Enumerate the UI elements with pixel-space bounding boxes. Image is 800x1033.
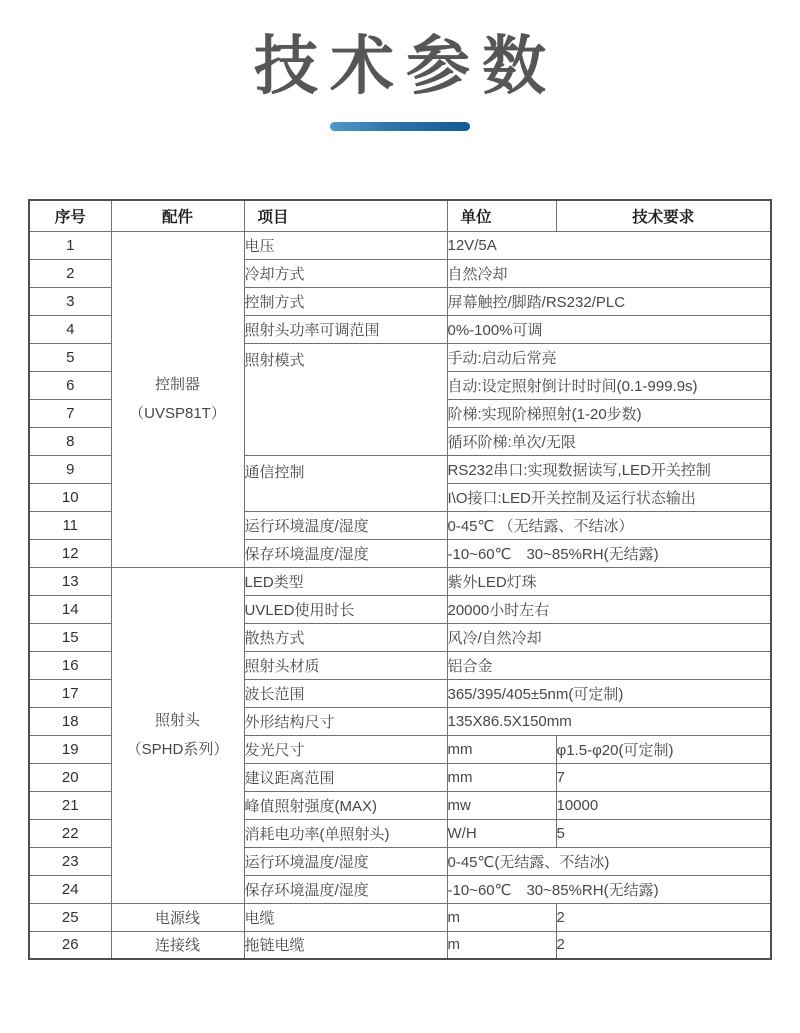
value-cell: 365/395/405±5nm(可定制) [447, 679, 771, 707]
col-header-item: 项目 [244, 200, 447, 231]
row-number: 15 [29, 623, 111, 651]
value-cell: 10000 [556, 791, 771, 819]
row-number: 11 [29, 511, 111, 539]
row-number: 2 [29, 259, 111, 287]
value-cell: 循环阶梯:单次/无限 [447, 427, 771, 455]
row-number: 25 [29, 903, 111, 931]
item-cell: 消耗电功率(单照射头) [244, 819, 447, 847]
value-cell: 风冷/自然冷却 [447, 623, 771, 651]
row-number: 26 [29, 931, 111, 959]
page-title: 技术参数 [254, 30, 558, 102]
col-header-no: 序号 [29, 200, 111, 231]
row-number: 23 [29, 847, 111, 875]
row-number: 18 [29, 707, 111, 735]
row-number: 4 [29, 315, 111, 343]
row-number: 16 [29, 651, 111, 679]
row-number: 12 [29, 539, 111, 567]
part-label-line2: （UVSP81T） [129, 405, 226, 422]
row-number: 5 [29, 343, 111, 371]
item-cell: 运行环境温度/湿度 [244, 847, 447, 875]
row-number: 21 [29, 791, 111, 819]
col-header-unit: 单位 [447, 200, 556, 231]
unit-cell: W/H [447, 819, 556, 847]
row-number: 7 [29, 399, 111, 427]
item-cell: 控制方式 [244, 287, 447, 315]
value-cell: 自然冷却 [447, 259, 771, 287]
col-header-part: 配件 [111, 200, 244, 231]
table-row [29, 567, 771, 595]
value-cell: 手动:启动后常亮 [447, 343, 771, 371]
row-number: 20 [29, 763, 111, 791]
item-cell: LED类型 [244, 567, 447, 595]
value-cell: 0-45℃(无结露、不结冰) [447, 847, 771, 875]
part-cell-power-cable: 电源线 [111, 903, 244, 931]
part-cell-controller [111, 231, 244, 567]
value-cell: RS232串口:实现数据读写,LED开关控制 [447, 455, 771, 483]
value-cell: 135X86.5X150mm [447, 707, 771, 735]
item-cell: 照射头材质 [244, 651, 447, 679]
part-label-line1: 照射头 [154, 712, 200, 729]
part-cell-irradiation-head [111, 567, 244, 903]
value-cell: 2 [556, 931, 771, 959]
value-cell: φ1.5-φ20(可定制) [556, 735, 771, 763]
value-cell: 0-45℃ （无结露、不结冰） [447, 511, 771, 539]
unit-cell: m [447, 903, 556, 931]
item-cell: 照射头功率可调范围 [244, 315, 447, 343]
item-cell: 峰值照射强度(MAX) [244, 791, 447, 819]
row-number: 22 [29, 819, 111, 847]
value-cell: 12V/5A [447, 231, 771, 259]
row-number: 24 [29, 875, 111, 903]
part-label-line2: （SPHD系列） [126, 741, 229, 758]
item-cell: 建议距离范围 [244, 763, 447, 791]
unit-cell: mw [447, 791, 556, 819]
item-cell: 波长范围 [244, 679, 447, 707]
item-cell: 电缆 [244, 903, 447, 931]
part-label-line1: 控制器 [154, 376, 200, 393]
table-row [29, 903, 771, 931]
unit-cell: m [447, 931, 556, 959]
value-cell: 铝合金 [447, 651, 771, 679]
item-cell: 外形结构尺寸 [244, 707, 447, 735]
item-cell: 电压 [244, 231, 447, 259]
item-cell: 冷却方式 [244, 259, 447, 287]
row-number: 17 [29, 679, 111, 707]
value-cell: 0%-100%可调 [447, 315, 771, 343]
row-number: 9 [29, 455, 111, 483]
row-number: 13 [29, 567, 111, 595]
item-cell: 发光尺寸 [244, 735, 447, 763]
row-number: 10 [29, 483, 111, 511]
title-accent-bar [330, 122, 470, 131]
value-cell: 7 [556, 763, 771, 791]
value-cell: 5 [556, 819, 771, 847]
value-cell: 20000小时左右 [447, 595, 771, 623]
col-header-req: 技术要求 [556, 200, 771, 231]
row-number: 8 [29, 427, 111, 455]
value-cell: 阶梯:实现阶梯照射(1-20步数) [447, 399, 771, 427]
item-cell: 散热方式 [244, 623, 447, 651]
part-cell-connect-cable: 连接线 [111, 931, 244, 959]
row-number: 3 [29, 287, 111, 315]
row-number: 6 [29, 371, 111, 399]
row-number: 19 [29, 735, 111, 763]
table-row [29, 231, 771, 259]
item-cell-comm-control: 通信控制 [244, 455, 447, 511]
item-cell-irradiation-mode: 照射模式 [244, 343, 447, 455]
value-cell: 紫外LED灯珠 [447, 567, 771, 595]
item-cell: 保存环境温度/湿度 [244, 539, 447, 567]
table-header-row [29, 200, 771, 231]
value-cell: -10~60℃ 30~85%RH(无结露) [447, 539, 771, 567]
row-number: 14 [29, 595, 111, 623]
unit-cell: mm [447, 763, 556, 791]
spec-table [28, 199, 772, 960]
item-cell: 保存环境温度/湿度 [244, 875, 447, 903]
item-cell: UVLED使用时长 [244, 595, 447, 623]
value-cell: 2 [556, 903, 771, 931]
row-number: 1 [29, 231, 111, 259]
item-cell: 拖链电缆 [244, 931, 447, 959]
value-cell: I\O接口:LED开关控制及运行状态输出 [447, 483, 771, 511]
table-row [29, 931, 771, 959]
value-cell: 自动:设定照射倒计时时间(0.1-999.9s) [447, 371, 771, 399]
unit-cell: mm [447, 735, 556, 763]
value-cell: 屏幕触控/脚踏/RS232/PLC [447, 287, 771, 315]
value-cell: -10~60℃ 30~85%RH(无结露) [447, 875, 771, 903]
item-cell: 运行环境温度/湿度 [244, 511, 447, 539]
